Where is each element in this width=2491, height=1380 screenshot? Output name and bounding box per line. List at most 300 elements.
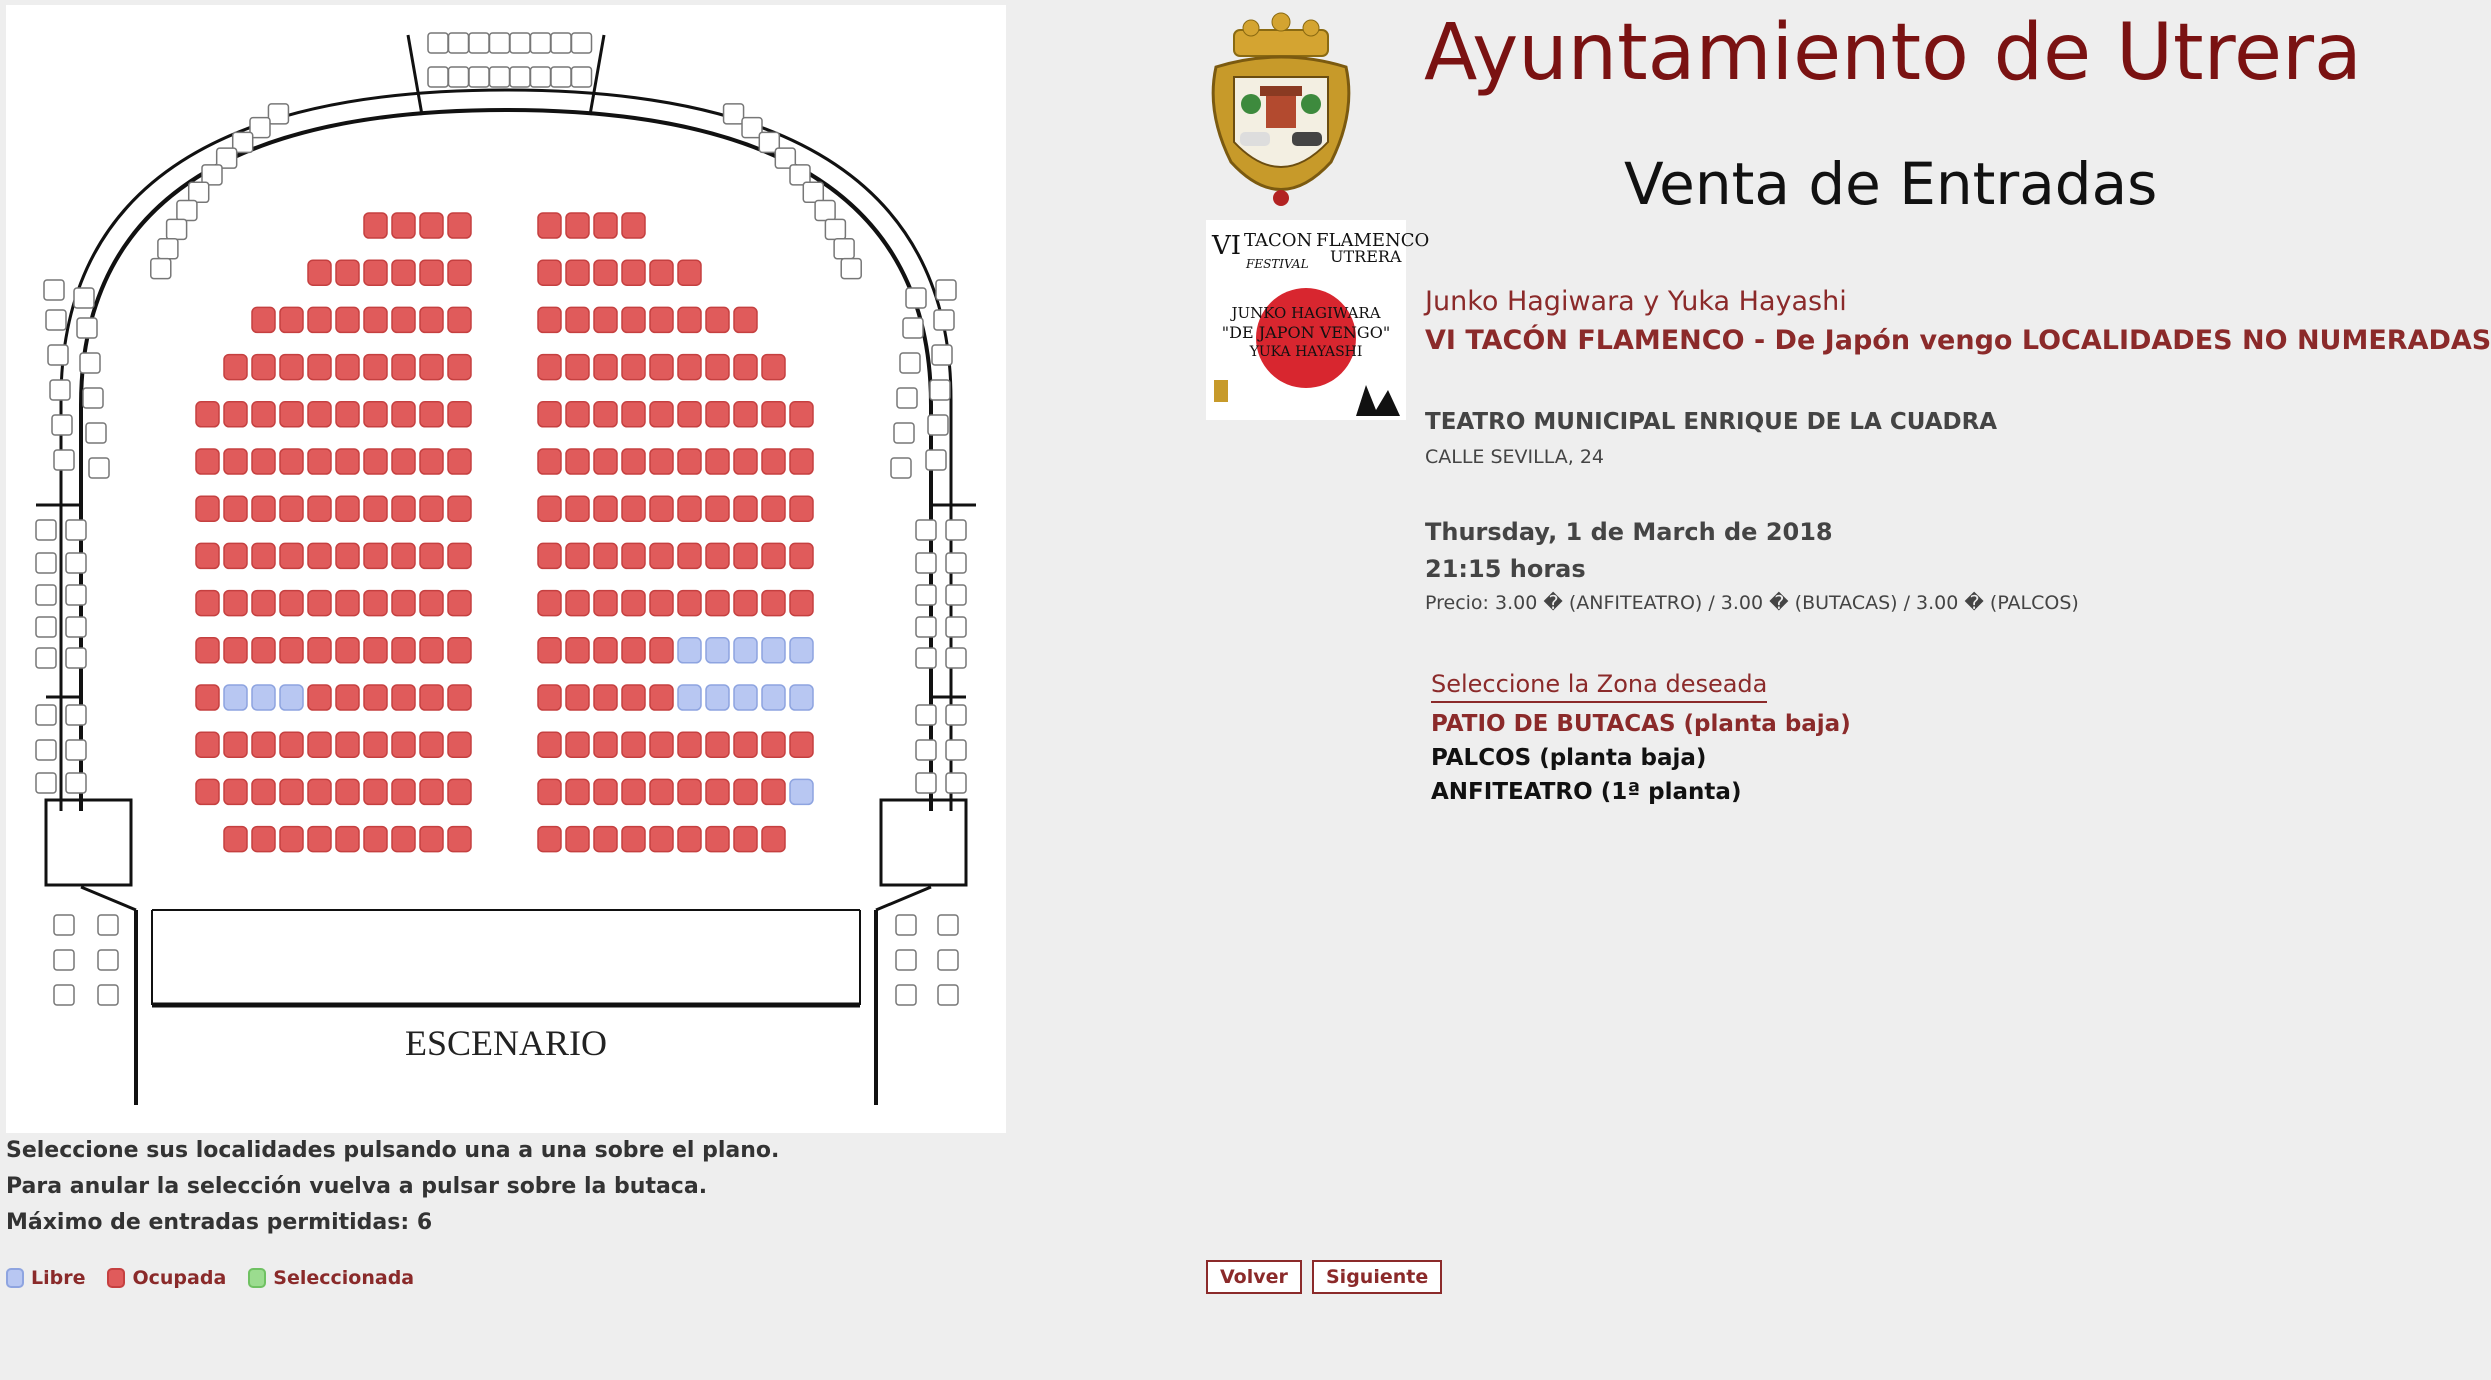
seat-occupied [678,732,701,757]
outer-seat [66,740,86,760]
seat-occupied [364,355,387,380]
seat-occupied [420,638,443,663]
legend-free [6,1267,85,1289]
seat-occupied [678,779,701,804]
outer-seat [916,705,936,725]
outer-seat [158,239,178,259]
outer-seat [36,773,56,793]
seat-occupied [224,496,247,521]
seat-occupied [594,260,617,285]
outer-seat [896,950,916,970]
outer-seat [510,67,530,87]
seat-occupied [790,543,813,568]
outer-seat [531,67,551,87]
seating-plan-panel [6,5,1006,1133]
outer-seat [928,415,948,435]
seat-occupied [280,732,303,757]
seat-occupied [448,496,471,521]
seat-occupied [336,638,359,663]
seat-free[interactable] [252,685,275,710]
seat-occupied [734,449,757,474]
seat-occupied [420,827,443,852]
poster-text: FLAMENCO [1316,230,1430,251]
seat-occupied [706,732,729,757]
seat-occupied [566,307,589,332]
instruction-cancel: Para anular la selección vuelva a pulsar sobre la butaca. [6,1174,708,1199]
outer-seat [36,648,56,668]
seat-occupied [594,402,617,427]
seat-occupied [538,732,561,757]
outer-seat [98,915,118,935]
seat-occupied [364,591,387,616]
seat-occupied [196,402,219,427]
seat-occupied [308,685,331,710]
seat-occupied [594,355,617,380]
seat-occupied [622,732,645,757]
outer-seat [946,705,966,725]
seat-occupied [196,543,219,568]
seat-occupied [224,591,247,616]
seat-occupied [336,732,359,757]
seat-occupied [280,779,303,804]
zone-patio-butacas[interactable]: PATIO DE BUTACAS (planta baja) [1431,711,1851,737]
seat-occupied [622,685,645,710]
outer-seat [66,617,86,637]
seat-occupied [392,779,415,804]
seat-occupied [566,402,589,427]
seat-occupied [280,543,303,568]
seat-occupied [280,355,303,380]
seat-occupied [538,449,561,474]
outer-seat [946,617,966,637]
seat-occupied [252,402,275,427]
seat-occupied [392,827,415,852]
seat-occupied [224,638,247,663]
seat-occupied [196,591,219,616]
seat-occupied [622,449,645,474]
outer-seat [930,380,950,400]
outer-seat [946,648,966,668]
seat-occupied [448,779,471,804]
seat-occupied [594,779,617,804]
seat-occupied [538,779,561,804]
seat-occupied [678,449,701,474]
outer-seat [98,985,118,1005]
seat-occupied [448,543,471,568]
seat-free[interactable] [678,638,701,663]
seat-occupied [734,402,757,427]
seat-occupied [622,260,645,285]
seat-occupied [308,496,331,521]
seat-occupied [364,402,387,427]
event-time: 21:15 horas [1425,555,1586,583]
outer-seat [66,520,86,540]
seat-occupied [566,496,589,521]
outer-seat [946,585,966,605]
seat-occupied [566,827,589,852]
seat-occupied [706,591,729,616]
seat-occupied [538,496,561,521]
seat-free[interactable] [762,685,785,710]
seat-occupied [336,449,359,474]
outer-seat [54,915,74,935]
seat-occupied [622,779,645,804]
seat-free[interactable] [790,685,813,710]
seat-occupied [706,402,729,427]
outer-seat [896,915,916,935]
seat-occupied [790,449,813,474]
seat-occupied [706,779,729,804]
event-name: VI TACÓN FLAMENCO - De Japón vengo LOCALIDADES NO NUMERADAS [1425,325,2491,356]
seat-occupied [538,355,561,380]
outer-seat [841,259,861,279]
seat-occupied [364,779,387,804]
outer-seat [946,553,966,573]
event-date: Thursday, 1 de March de 2018 [1425,518,1833,546]
outer-seat [268,104,288,124]
zone-anfiteatro[interactable]: ANFITEATRO (1ª planta) [1431,779,1742,805]
outer-seat [36,553,56,573]
outer-seat [891,458,911,478]
outer-seat [490,33,510,53]
seat-occupied [734,732,757,757]
seat-occupied [538,260,561,285]
seat-occupied [448,307,471,332]
seat-occupied [392,732,415,757]
seat-occupied [336,307,359,332]
seat-free[interactable] [734,638,757,663]
seat-occupied [252,779,275,804]
legend-selected-label: Seleccionada [273,1267,415,1289]
seat-occupied [336,779,359,804]
outer-seat [932,345,952,365]
outer-seat [531,33,551,53]
seat-occupied [308,355,331,380]
seat-free[interactable] [790,779,813,804]
seat-occupied [420,213,443,238]
seat-occupied [308,449,331,474]
outer-seat [151,259,171,279]
seat-occupied [790,591,813,616]
seat-occupied [594,591,617,616]
seat-occupied [252,355,275,380]
seat-occupied [622,402,645,427]
outer-seat [906,288,926,308]
seat-occupied [762,827,785,852]
seat-occupied [594,732,617,757]
outer-seat [900,353,920,373]
seat-occupied [308,827,331,852]
seat-occupied [280,638,303,663]
seat-occupied [538,307,561,332]
seat-occupied [308,260,331,285]
seat-free[interactable] [734,685,757,710]
seat-occupied [196,732,219,757]
seat-occupied [392,685,415,710]
outer-seat [834,239,854,259]
seat-occupied [762,449,785,474]
outer-seat [167,219,187,239]
seat-occupied [594,213,617,238]
outer-seat [916,585,936,605]
outer-seat [934,310,954,330]
seat-occupied [790,496,813,521]
outer-seat [490,67,510,87]
seat-occupied [762,496,785,521]
outer-seat [36,520,56,540]
seat-occupied [420,260,443,285]
theatre-outline [36,35,976,1105]
free-seat-icon [6,1268,24,1288]
outer-seat [469,67,489,87]
outer-seat [916,520,936,540]
outer-seat [36,585,56,605]
seat-occupied [280,827,303,852]
outer-seat [86,423,106,443]
seat-occupied [650,779,673,804]
seat-occupied [538,543,561,568]
seat-occupied [762,591,785,616]
outer-seat [724,104,744,124]
seat-occupied [566,543,589,568]
poster-text: UTRERA [1330,247,1402,266]
seat-occupied [364,827,387,852]
seat-occupied [364,638,387,663]
outer-seat [510,33,530,53]
seat-occupied [566,685,589,710]
outer-seat [44,280,64,300]
outer-seat [572,67,592,87]
seat-occupied [308,732,331,757]
seat-occupied [364,307,387,332]
seat-occupied [678,355,701,380]
seat-occupied [448,827,471,852]
seat-free[interactable] [706,685,729,710]
seat-occupied [622,496,645,521]
outer-seat [815,200,835,220]
seat-occupied [392,402,415,427]
seat-occupied [364,732,387,757]
seat-occupied [252,638,275,663]
seat-occupied [538,827,561,852]
seat-occupied [308,591,331,616]
outer-seat [894,423,914,443]
seat-occupied [336,591,359,616]
seating-plan [6,5,1006,1133]
event-artists: Junko Hagiwara y Yuka Hayashi [1425,286,1847,317]
legend-free-label: Libre [31,1267,86,1289]
seat-occupied [224,543,247,568]
seat-occupied [594,543,617,568]
seat-free[interactable] [224,685,247,710]
seat-occupied [308,402,331,427]
seat-occupied [420,685,443,710]
seat-occupied [448,591,471,616]
coat-of-arms-logo [1206,12,1356,210]
seat-occupied [196,496,219,521]
seat-occupied [622,307,645,332]
seat-occupied [566,732,589,757]
back-button[interactable]: Volver [1206,1260,1302,1294]
seat-occupied [308,307,331,332]
outer-seat [551,67,571,87]
seat-occupied [594,827,617,852]
seat-occupied [448,732,471,757]
seat-occupied [392,260,415,285]
seat-occupied [650,591,673,616]
seat-occupied [650,638,673,663]
outer-seat [83,388,103,408]
seat-occupied [594,496,617,521]
seat-free[interactable] [678,685,701,710]
venue-address: CALLE SEVILLA, 24 [1425,446,1605,468]
legend-occupied [107,1267,226,1289]
outer-seat [80,353,100,373]
seat-free[interactable] [790,638,813,663]
outer-seat [916,740,936,760]
outer-seat [66,705,86,725]
seat-occupied [678,402,701,427]
seat-occupied [734,307,757,332]
seat-occupied [336,496,359,521]
seat-occupied [538,402,561,427]
seat-occupied [392,449,415,474]
seat-occupied [650,685,673,710]
seat-occupied [734,591,757,616]
selected-seat-icon [248,1268,266,1288]
legend-selected [248,1267,414,1289]
zone-palcos[interactable]: PALCOS (planta baja) [1431,745,1707,771]
event-poster [1206,220,1430,420]
seat-occupied [622,591,645,616]
seat-occupied [566,213,589,238]
outer-seat [177,200,197,220]
seat-occupied [566,779,589,804]
poster-text: TACON [1244,230,1313,251]
outer-seat [916,617,936,637]
seat-occupied [420,543,443,568]
seat-occupied [762,779,785,804]
outer-seat [938,950,958,970]
seat-occupied [280,496,303,521]
seat-occupied [448,260,471,285]
outer-seat [946,740,966,760]
seat-occupied [678,307,701,332]
seat-occupied [650,496,673,521]
outer-seat [89,458,109,478]
outer-seat [572,33,592,53]
seat-occupied [762,543,785,568]
outer-seat [469,33,489,53]
seat-occupied [594,638,617,663]
instruction-select: Seleccione sus localidades pulsando una a una sobre el plano. [6,1138,780,1163]
seat-occupied [336,402,359,427]
seat-occupied [706,496,729,521]
seat-occupied [224,402,247,427]
outer-seat [36,740,56,760]
outer-seat [916,773,936,793]
seat-occupied [224,827,247,852]
seat-occupied [538,591,561,616]
outer-seat-boxes [36,33,966,1005]
poster-text: "DE JAPON VENGO" [1221,323,1391,342]
page-subtitle: Venta de Entradas [1624,150,2158,218]
seat-occupied [650,827,673,852]
outer-seat [803,182,823,202]
seat-occupied [706,449,729,474]
zone-selector-header: Seleccione la Zona deseada [1431,670,1767,703]
outer-seat [36,617,56,637]
outer-seat [938,915,958,935]
seat-occupied [622,827,645,852]
seat-occupied [280,591,303,616]
seat-occupied [224,779,247,804]
poster-text: VI [1212,231,1242,261]
seat-occupied [678,496,701,521]
outer-seat [54,450,74,470]
seat-occupied [538,685,561,710]
seat-free[interactable] [706,638,729,663]
seat-occupied [308,779,331,804]
seat-occupied [566,355,589,380]
outer-seat [936,280,956,300]
seat-free[interactable] [762,638,785,663]
seat-occupied [420,355,443,380]
legend-occupied-label: Ocupada [132,1267,227,1289]
seat-occupied [538,638,561,663]
next-button[interactable]: Siguiente [1312,1260,1442,1294]
stage-label: ESCENARIO [404,1023,608,1063]
instruction-max: Máximo de entradas permitidas: 6 [6,1210,433,1235]
seat-occupied [762,355,785,380]
seat-occupied [622,543,645,568]
stall-seats [196,213,813,852]
venue-name: TEATRO MUNICIPAL ENRIQUE DE LA CUADRA [1425,409,1998,435]
seat-occupied [448,355,471,380]
seat-occupied [566,591,589,616]
outer-seat [449,67,469,87]
seat-occupied [392,543,415,568]
seat-occupied [420,496,443,521]
outer-seat [98,950,118,970]
outer-seat [449,33,469,53]
seat-occupied [566,260,589,285]
outer-seat [52,415,72,435]
seat-occupied [622,213,645,238]
seat-occupied [280,449,303,474]
seat-occupied [706,827,729,852]
seat-free[interactable] [280,685,303,710]
poster-text: YUKA HAYASHI [1249,344,1363,360]
event-price: Precio: 3.00 � (ANFITEATRO) / 3.00 � (BUTACAS) / 3.00 � (PALCOS) [1425,592,2079,614]
seat-occupied [252,543,275,568]
seat-occupied [364,496,387,521]
seat-occupied [448,402,471,427]
seat-occupied [252,449,275,474]
outer-seat [903,318,923,338]
outer-seat [74,288,94,308]
seat-occupied [420,449,443,474]
outer-seat [938,985,958,1005]
outer-seat [896,985,916,1005]
seat-legend [6,1263,436,1293]
seat-occupied [566,449,589,474]
seat-occupied [448,213,471,238]
seat-occupied [392,355,415,380]
seat-occupied [336,355,359,380]
seat-occupied [308,638,331,663]
seat-occupied [448,638,471,663]
